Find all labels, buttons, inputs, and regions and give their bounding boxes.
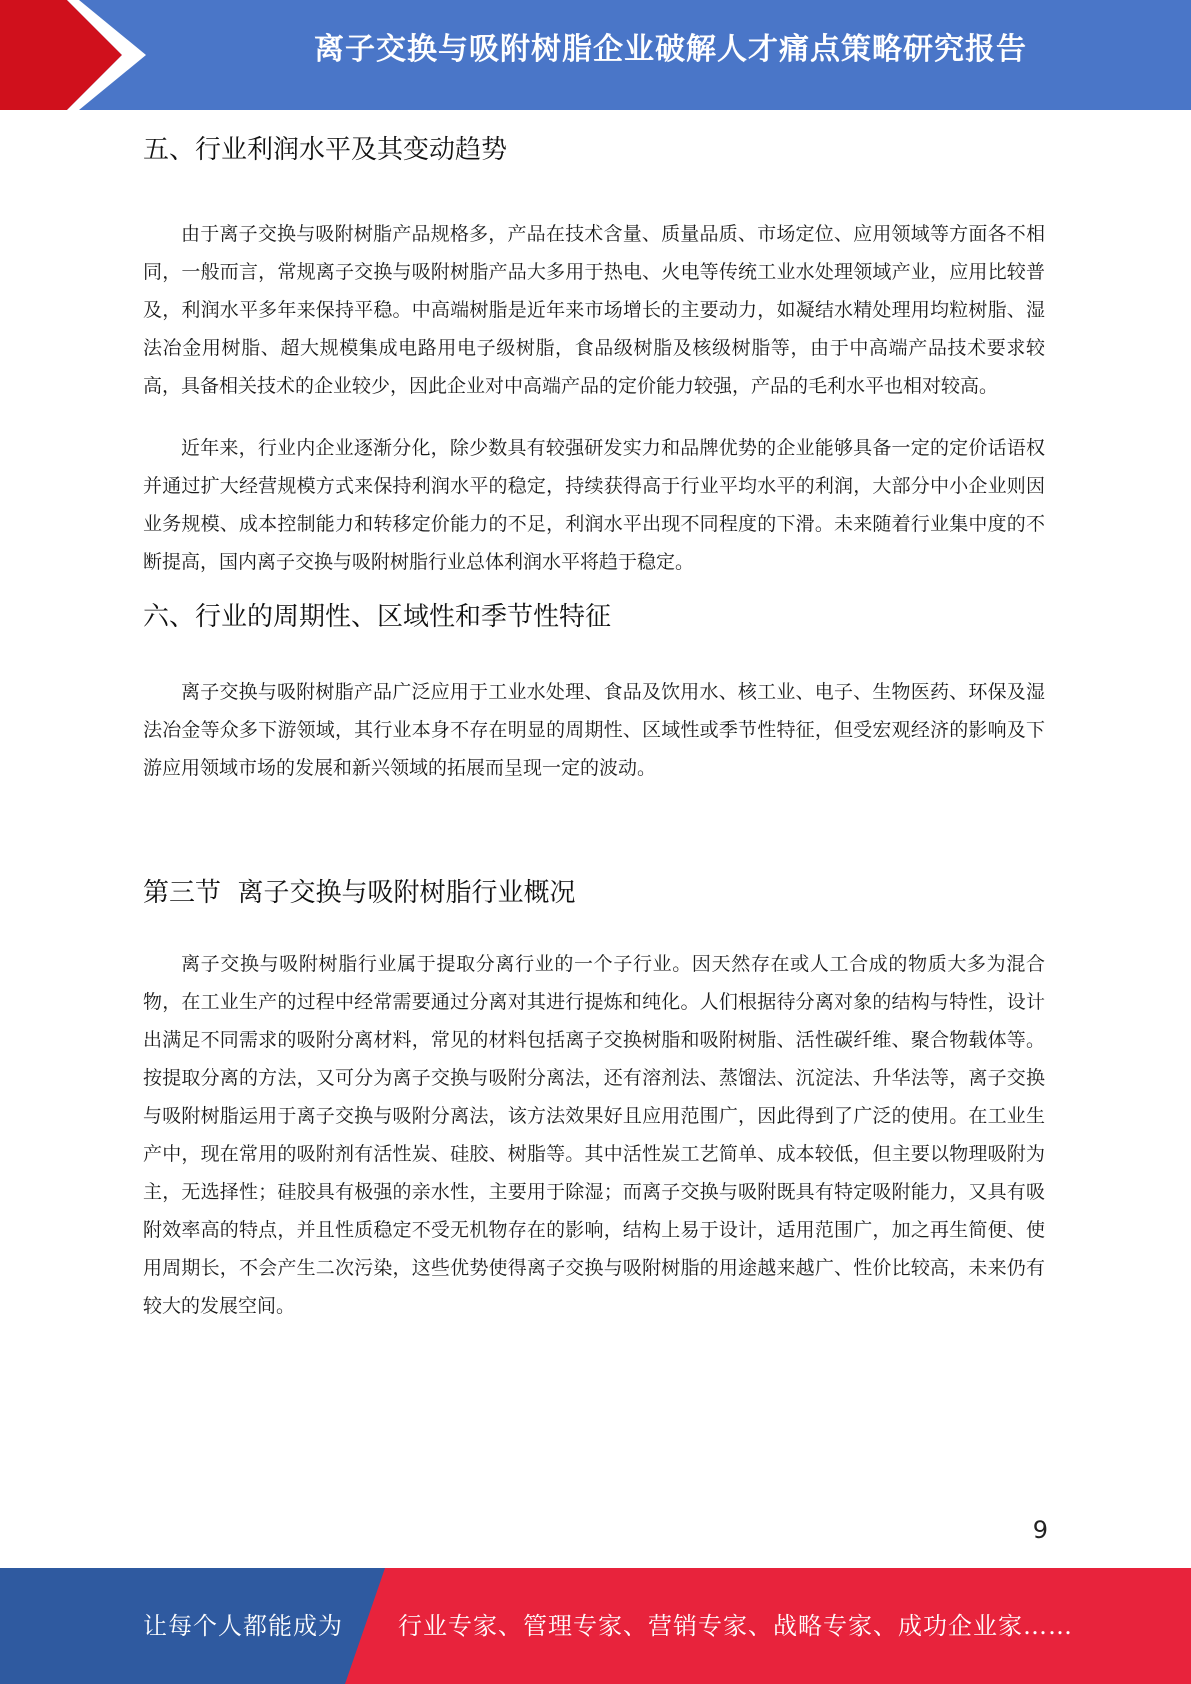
header-banner xyxy=(0,0,1191,110)
report-title: 离子交换与吸附树脂企业破解人才痛点策略研究报告 xyxy=(314,32,1027,67)
paragraph-profit-2: 近年来，行业内企业逐渐分化，除少数具有较强研发实力和品牌优势的企业能够具备一定的定价话语权并通过扩大经营规模方式来保持利润水平的稳定，持续获得高于行业平均水平的利润，大部分中小企业则因业务规模、成本控制能力和转移定价能力的不足，利润水平出现不同程度的下滑。未来随着行业集中度的不断提高，国内离子交换与吸附树脂行业总体利润水平将趋于稳定。 xyxy=(143,437,1045,573)
header-arrow-decoration xyxy=(0,0,160,110)
main-content xyxy=(143,128,1045,1325)
footer-band xyxy=(0,1568,1191,1684)
paragraph-industry-overview: 离子交换与吸附树脂行业属于提取分离行业的一个子行业。因天然存在或人工合成的物质大多为混合物，在工业生产的过程中经常需要通过分离对其进行提炼和纯化。人们根据待分离对象的结构与特性，设计出满足不同需求的吸附分离材料，常见的材料包括离子交换树脂和吸附树脂、活性碳纤维、聚合物载体等。按提取分离的方法，又可分为离子交换与吸附分离法，还有溶剂法、蒸馏法、沉淀法、升华法等，离子交换与吸附树脂运用于离子交换与吸附分离法，该方法效果好且应用范围广，因此得到了广泛的使用。在工业生产中，现在常用的吸附剂有活性炭、硅胶、树脂等。其中活性炭工艺简单、成本较低，但主要以物理吸附为主，无选择性；硅胶具有极强的亲水性，主要用于除湿；而离子交换与吸附既具有特定吸附能力，又具有吸附效率高的特点，并且性质稳定不受无机物存在的影响，结构上易于设计，适用范围广，加之再生简便、使用周期长，不会产生二次污染，这些优势使得离子交换与吸附树脂的用途越来越广、性价比较高，未来仍有较大的发展空间。 xyxy=(143,953,1045,1317)
section-heading-profit-trend: 五、行业利润水平及其变动趋势 xyxy=(143,135,508,165)
page-number: 9 xyxy=(1032,1516,1048,1544)
footer-slogan-left: 让每个人都能成为 xyxy=(143,1612,343,1640)
paragraph-profit-1: 由于离子交换与吸附树脂产品规格多，产品在技术含量、质量品质、市场定位、应用领域等方面各不相同，一般而言，常规离子交换与吸附树脂产品大多用于热电、火电等传统工业水处理领域产业，应用比较普及，利润水平多年来保持平稳。中高端树脂是近年来市场增长的主要动力，如凝结水精处理用均粒树脂、湿法冶金用树脂、超大规模集成电路用电子级树脂，食品级树脂及核级树脂等，由于中高端产品技术要求较高，具备相关技术的企业较少，因此企业对中高端产品的定价能力较强，产品的毛利水平也相对较高。 xyxy=(143,223,1045,397)
paragraph-cyclicality: 离子交换与吸附树脂产品广泛应用于工业水处理、食品及饮用水、核工业、电子、生物医药、环保及湿法冶金等众多下游领域，其行业本身不存在明显的周期性、区域性或季节性特征，但受宏观经济的影响及下游应用领域市场的发展和新兴领域的拓展而呈现一定的波动。 xyxy=(143,681,1045,779)
footer-slogan-right: 行业专家、管理专家、营销专家、战略专家、成功企业家…… xyxy=(398,1612,1073,1640)
section-heading-industry-overview: 第三节 离子交换与吸附树脂行业概况 xyxy=(143,878,576,908)
section-heading-cyclicality: 六、行业的周期性、区域性和季节性特征 xyxy=(143,602,612,632)
